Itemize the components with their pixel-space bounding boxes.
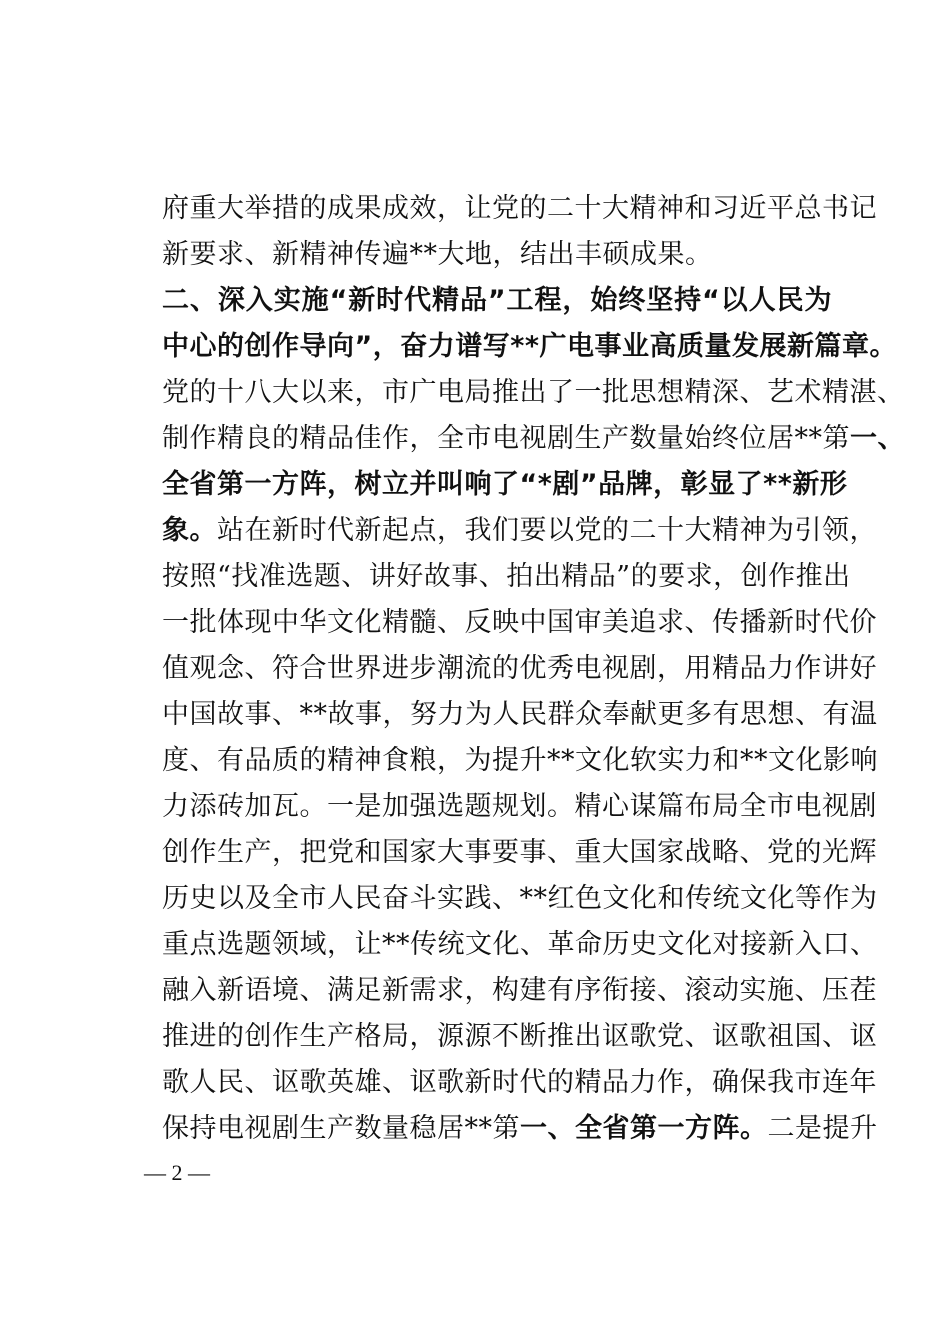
- page-number: — 2 —: [144, 1160, 210, 1185]
- body-text: 创作生产，把党和国家大事要事、重大国家战略、党的光辉: [162, 837, 877, 868]
- section-heading-line: [162, 324, 897, 370]
- body-text: 一批体现中华文化精髓、反映中国审美追求、传播新时代价: [162, 607, 877, 638]
- paragraph-line: [162, 1106, 878, 1152]
- body-text: 度、有品质的精神食粮，为提升**文化软实力和**文化影响: [162, 745, 878, 776]
- body-text: 历史以及全市人民奋斗实践、**红色文化和传统文化等作为: [162, 883, 878, 914]
- body-text: 二是提升: [767, 1113, 878, 1144]
- body-text: 歌人民、讴歌英雄、讴歌新时代的精品力作，确保我市连年: [162, 1067, 877, 1098]
- paragraph-line: [162, 508, 877, 554]
- bold-text: 象。: [162, 515, 217, 546]
- body-text: 力添砖加瓦。一是加强选题规划。精心谋篇布局全市电视剧: [162, 791, 877, 822]
- body-text: 值观念、符合世界进步潮流的优秀电视剧，用精品力作讲好: [162, 653, 877, 684]
- body-text: 推进的创作生产格局，源源不断推出讴歌党、讴歌祖国、讴: [162, 1021, 877, 1052]
- document-body: [162, 186, 905, 1152]
- bold-text: 全省第一方阵，树立并叫响了“*剧”品牌，彰显了**新形: [162, 469, 848, 500]
- paragraph-line: [162, 876, 878, 922]
- paragraph-line: [162, 692, 878, 738]
- paragraph-line: [162, 968, 877, 1014]
- paragraph-line: [162, 462, 848, 508]
- body-text: 新要求、新精神传遍**大地，结出丰硕成果。: [162, 239, 713, 270]
- section-heading-line: [162, 278, 832, 324]
- body-text: 保持电视剧生产数量稳居**第: [162, 1113, 520, 1144]
- paragraph-line: [162, 922, 878, 968]
- bold-text: 中心的创作导向”，奋力谱写**广电事业高质量发展新篇章。: [162, 331, 897, 362]
- paragraph-line: [162, 738, 878, 784]
- body-text: 站在新时代新起点，我们要以党的二十大精神为引领，: [217, 515, 877, 546]
- paragraph-line: [162, 416, 905, 462]
- body-text: 制作精良的精品佳作，全市电视剧生产数量始终位居**第: [162, 423, 850, 454]
- body-text: 府重大举措的成果成效，让党的二十大精神和习近平总书记: [162, 193, 877, 224]
- paragraph-line: [162, 830, 877, 876]
- body-text: 融入新语境、满足新需求，构建有序衔接、滚动实施、压茬: [162, 975, 877, 1006]
- paragraph-line: [162, 554, 851, 600]
- paragraph-line: [162, 232, 832, 278]
- paragraph-line: [162, 784, 877, 830]
- paragraph-line: [162, 370, 905, 416]
- body-text: 重点选题领域，让**传统文化、革命历史文化对接新入口、: [162, 929, 878, 960]
- paragraph-line: [162, 600, 877, 646]
- paragraph-line: [162, 186, 877, 232]
- bold-text: 一、全省第一方阵。: [520, 1113, 768, 1144]
- paragraph-line: [162, 646, 877, 692]
- body-text: 中国故事、**故事，努力为人民群众奉献更多有思想、有温: [162, 699, 878, 730]
- body-text: 按照“找准选题、讲好故事、拍出精品”的要求，创作推出: [162, 561, 851, 592]
- bold-text: 一、: [850, 423, 905, 454]
- paragraph-line: [162, 1014, 877, 1060]
- body-text: 党的十八大以来，市广电局推出了一批思想精深、艺术精湛、: [162, 377, 905, 408]
- bold-text: 二、深入实施“新时代精品”工程，始终坚持“以人民为: [162, 285, 832, 316]
- paragraph-line: [162, 1060, 877, 1106]
